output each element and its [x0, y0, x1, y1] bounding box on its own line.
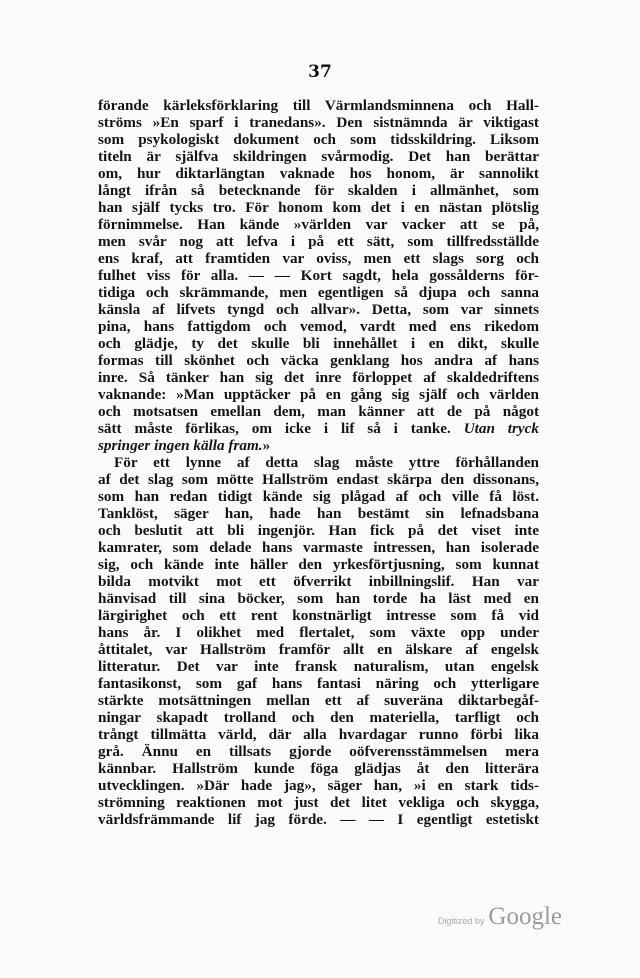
body-text: [98, 97, 539, 828]
italic-segment: Utan tryck: [463, 420, 539, 437]
watermark-prefix: Digitized by: [437, 916, 485, 926]
text-line-italic: [98, 437, 539, 454]
closing-quote: »: [262, 437, 271, 454]
text-line: och motsatsen emellan dem, man känner att de på något: [98, 403, 539, 420]
text-line: kännbar. Hallström kunde föga glädjas åt den litterära: [98, 760, 539, 777]
text-line: men svår nog att lefva i på ett sätt, som tillfredsställde: [98, 233, 539, 250]
paragraph-start-line: För ett lynne af detta slag måste yttre förhållanden: [114, 454, 539, 471]
text-line: formas till skönhet och väcka genklang hos andra af hans: [98, 352, 539, 369]
text-line: titeln är själfva skildringen svårmodig. Det han berättar: [98, 148, 539, 165]
text-line: långt ifrån så betecknande för skalden i allmänhet, som: [98, 182, 539, 199]
text-line: vaknande: »Man upptäcker på en gång sig själf och världen: [98, 386, 539, 403]
text-line: bilda motvikt mot ett öfverrikt inbillningslif. Han var: [98, 573, 539, 590]
text-line: tidiga och skrämmande, men egentligen så djupa och sanna: [98, 284, 539, 301]
text-line: utvecklingen. »Där hade jag», säger han, »i en stark tids-: [98, 777, 539, 794]
text-line-mixed: [98, 420, 539, 437]
text-line: grå. Ännu en tillsats gjorde oöfverensstämmelsen mera: [98, 743, 539, 760]
text-line: som han redan tidigt kände sig plågad af och ville få löst.: [98, 488, 539, 505]
text-line: känsla af lifvets tyngd och allvar». Detta, som var sinnets: [98, 301, 539, 318]
text-line: stärkte motsättningen mellan ett af suveräna diktarbegåf-: [98, 692, 539, 709]
text-line: litteratur. Det var inte fransk naturalism, utan engelsk: [98, 658, 539, 675]
text-line: hänvisad till sina böcker, som han torde ha läst med en: [98, 590, 539, 607]
text-line: åttitalet, var Hallström framför allt en älskare af engelsk: [98, 641, 539, 658]
text-line: förande kärleksförklaring till Värmlandsminnena och Hall-: [98, 97, 539, 114]
text-line: världsfrämmande lif jag förde. — — I egentligt estetiskt: [98, 811, 539, 828]
text-line: ens kraf, att framtiden var oviss, men ett slags sorg och: [98, 250, 539, 267]
digitized-watermark: [438, 903, 562, 931]
text-line: förnimmelse. Han kände »världen var vacker att se på,: [98, 216, 539, 233]
text-line: strömning reaktionen mot just det litet vekliga och skygga,: [98, 794, 539, 811]
text-line: hans år. I olikhet med flertalet, som växte opp under: [98, 624, 539, 641]
text-line: lärgirighet och ett rent konstnärligt intresse som få vid: [98, 607, 539, 624]
text-line: han själf tycks tro. För honom kom det i en nästan plötslig: [98, 199, 539, 216]
text-line: och glädje, ty det skulle bli innehållet i en dikt, skulle: [98, 335, 539, 352]
text-line: inre. Så tänker han sig det inre förloppet af skaldedriftens: [98, 369, 539, 386]
text-line: om, hur diktarlängtan vaknade hos honom, är sannolikt: [98, 165, 539, 182]
italic-segment: springer ingen källa fram.: [98, 437, 263, 454]
text-line: ströms »En sparf i tranedans». Den sistnämnda är viktigast: [98, 114, 539, 131]
text-line: fulhet viss för alla. — — Kort sagdt, hela gossålderns för-: [98, 267, 539, 284]
page-number: 37: [308, 62, 332, 82]
text-line: Tanklöst, säger han, hade han bestämt sin lefnadsbana: [98, 505, 539, 522]
google-logo: Google: [488, 903, 562, 930]
text-line: ningar skapadt trolland och den materiella, tarfligt och: [98, 709, 539, 726]
text-line: som psykologiskt dokument och som tidsskildring. Liksom: [98, 131, 539, 148]
text-segment: sätt måste förlikas, om icke i lif så i tanke.: [98, 420, 451, 437]
text-line: kamrater, som delade hans varmaste intressen, han isolerade: [98, 539, 539, 556]
text-line: fantasikonst, som gaf hans fantasi näring och ytterligare: [98, 675, 539, 692]
text-line: af det slag som mötte Hallström endast skärpa den dissonans,: [98, 471, 539, 488]
text-line: pina, hans fattigdom och vemod, vardt med ens rikedom: [98, 318, 539, 335]
text-line: och beslutit att bli ingenjör. Han fick på det viset inte: [98, 522, 539, 539]
text-line: sig, och kände inte häller den yrkesförtjusning, som kunnat: [98, 556, 539, 573]
text-line: trångt tillmätta värld, där alla hvardagar runno förbi lika: [98, 726, 539, 743]
